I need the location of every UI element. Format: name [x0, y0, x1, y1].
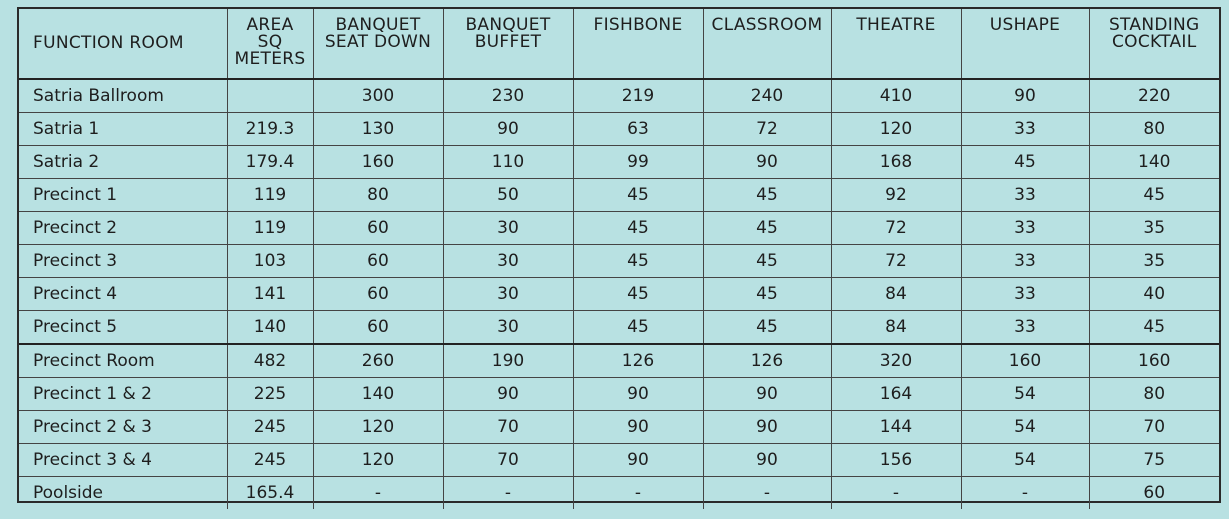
header-line: STANDING: [1108, 15, 1200, 35]
cell-room-name: Precinct 5: [19, 311, 227, 345]
cell-ushape: 33: [961, 179, 1089, 212]
cell-standing-cocktail: 220: [1089, 79, 1219, 113]
cell-room-name: Satria 1: [19, 113, 227, 146]
cell-room-name: Satria 2: [19, 146, 227, 179]
cell-banquet-buffet: 30: [443, 311, 573, 345]
header-banquet-seat-down: [313, 9, 443, 79]
cell-fishbone: -: [573, 477, 703, 510]
cell-fishbone: 90: [573, 411, 703, 444]
cell-area: 179.4: [227, 146, 313, 179]
cell-area: 140: [227, 311, 313, 345]
cell-area: 141: [227, 278, 313, 311]
header-line: AREA: [246, 15, 294, 35]
cell-fishbone: 45: [573, 278, 703, 311]
cell-fishbone: 126: [573, 344, 703, 378]
header-line: BANQUET: [465, 15, 551, 35]
cell-classroom: 126: [703, 344, 831, 378]
table-row: [19, 378, 1219, 411]
cell-room-name: Poolside: [19, 477, 227, 510]
cell-fishbone: 90: [573, 378, 703, 411]
cell-banquet-seat-down: 60: [313, 278, 443, 311]
cell-classroom: 45: [703, 212, 831, 245]
cell-banquet-buffet: 70: [443, 444, 573, 477]
cell-theatre: 84: [831, 278, 961, 311]
cell-banquet-buffet: 50: [443, 179, 573, 212]
table-row: [19, 278, 1219, 311]
cell-classroom: 90: [703, 411, 831, 444]
cell-banquet-seat-down: 60: [313, 311, 443, 345]
cell-ushape: 54: [961, 444, 1089, 477]
table-row: [19, 113, 1219, 146]
cell-ushape: 33: [961, 278, 1089, 311]
header-line: SQ: [257, 32, 283, 52]
header-line: CLASSROOM: [711, 15, 823, 35]
cell-banquet-buffet: 90: [443, 113, 573, 146]
cell-standing-cocktail: 60: [1089, 477, 1219, 510]
cell-area: 225: [227, 378, 313, 411]
cell-area: 119: [227, 212, 313, 245]
cell-ushape: 33: [961, 311, 1089, 345]
table-row: [19, 477, 1219, 510]
cell-theatre: 84: [831, 311, 961, 345]
cell-banquet-buffet: 70: [443, 411, 573, 444]
table-row: [19, 411, 1219, 444]
header-theatre: [831, 9, 961, 79]
cell-theatre: 168: [831, 146, 961, 179]
cell-fishbone: 63: [573, 113, 703, 146]
cell-banquet-buffet: 110: [443, 146, 573, 179]
cell-theatre: 72: [831, 245, 961, 278]
cell-classroom: -: [703, 477, 831, 510]
cell-fishbone: 90: [573, 444, 703, 477]
cell-banquet-seat-down: 300: [313, 79, 443, 113]
cell-ushape: -: [961, 477, 1089, 510]
cell-theatre: 164: [831, 378, 961, 411]
cell-classroom: 45: [703, 278, 831, 311]
cell-standing-cocktail: 160: [1089, 344, 1219, 378]
cell-area: 219.3: [227, 113, 313, 146]
header-line: THEATRE: [856, 15, 936, 35]
cell-area: 165.4: [227, 477, 313, 510]
cell-theatre: 156: [831, 444, 961, 477]
header-ushape: [961, 9, 1089, 79]
table-row: [19, 344, 1219, 378]
cell-room-name: Precinct 1: [19, 179, 227, 212]
cell-theatre: 92: [831, 179, 961, 212]
cell-classroom: 45: [703, 245, 831, 278]
table-row: [19, 79, 1219, 113]
cell-standing-cocktail: 75: [1089, 444, 1219, 477]
cell-banquet-seat-down: 160: [313, 146, 443, 179]
cell-banquet-buffet: 30: [443, 278, 573, 311]
cell-area: 103: [227, 245, 313, 278]
cell-banquet-seat-down: 140: [313, 378, 443, 411]
cell-banquet-buffet: 90: [443, 378, 573, 411]
table-row: [19, 212, 1219, 245]
header-line: BUFFET: [474, 32, 542, 52]
cell-classroom: 90: [703, 444, 831, 477]
header-line: METERS: [234, 49, 306, 69]
function-room-capacity-table: [19, 9, 1219, 509]
cell-theatre: -: [831, 477, 961, 510]
cell-classroom: 90: [703, 146, 831, 179]
cell-room-name: Precinct 4: [19, 278, 227, 311]
header-line: FUNCTION ROOM: [33, 33, 184, 53]
cell-banquet-seat-down: 130: [313, 113, 443, 146]
header-banquet-buffet: [443, 9, 573, 79]
cell-ushape: 33: [961, 245, 1089, 278]
cell-area: 119: [227, 179, 313, 212]
cell-room-name: Precinct 2 & 3: [19, 411, 227, 444]
cell-theatre: 144: [831, 411, 961, 444]
cell-standing-cocktail: 35: [1089, 245, 1219, 278]
header-line: FISHBONE: [593, 15, 683, 35]
cell-ushape: 160: [961, 344, 1089, 378]
table-row: [19, 444, 1219, 477]
header-area-sq-meters: [227, 9, 313, 79]
cell-banquet-buffet: 30: [443, 212, 573, 245]
cell-classroom: 72: [703, 113, 831, 146]
cell-theatre: 72: [831, 212, 961, 245]
header-function-room: [19, 9, 227, 79]
table-row: [19, 146, 1219, 179]
cell-banquet-seat-down: 60: [313, 245, 443, 278]
cell-banquet-seat-down: -: [313, 477, 443, 510]
cell-ushape: 54: [961, 378, 1089, 411]
cell-standing-cocktail: 45: [1089, 179, 1219, 212]
cell-banquet-seat-down: 260: [313, 344, 443, 378]
header-row: [19, 9, 1219, 79]
header-classroom: [703, 9, 831, 79]
cell-theatre: 320: [831, 344, 961, 378]
cell-fishbone: 45: [573, 245, 703, 278]
cell-banquet-buffet: 30: [443, 245, 573, 278]
cell-standing-cocktail: 70: [1089, 411, 1219, 444]
cell-classroom: 45: [703, 179, 831, 212]
header-line: COCKTAIL: [1111, 32, 1197, 52]
cell-room-name: Satria Ballroom: [19, 79, 227, 113]
table-row: [19, 179, 1219, 212]
cell-area: 482: [227, 344, 313, 378]
table-body: [19, 79, 1219, 509]
cell-room-name: Precinct 3 & 4: [19, 444, 227, 477]
header-fishbone: [573, 9, 703, 79]
table-row: [19, 311, 1219, 345]
cell-standing-cocktail: 35: [1089, 212, 1219, 245]
cell-standing-cocktail: 80: [1089, 113, 1219, 146]
header-line: SEAT DOWN: [324, 32, 432, 52]
cell-standing-cocktail: 40: [1089, 278, 1219, 311]
cell-room-name: Precinct 1 & 2: [19, 378, 227, 411]
cell-banquet-buffet: 190: [443, 344, 573, 378]
cell-room-name: Precinct 2: [19, 212, 227, 245]
cell-ushape: 33: [961, 113, 1089, 146]
cell-ushape: 90: [961, 79, 1089, 113]
cell-room-name: Precinct Room: [19, 344, 227, 378]
cell-banquet-buffet: 230: [443, 79, 573, 113]
cell-room-name: Precinct 3: [19, 245, 227, 278]
cell-fishbone: 45: [573, 179, 703, 212]
cell-banquet-seat-down: 80: [313, 179, 443, 212]
cell-banquet-seat-down: 60: [313, 212, 443, 245]
cell-theatre: 410: [831, 79, 961, 113]
cell-fishbone: 45: [573, 311, 703, 345]
cell-classroom: 45: [703, 311, 831, 345]
cell-standing-cocktail: 45: [1089, 311, 1219, 345]
cell-classroom: 90: [703, 378, 831, 411]
cell-classroom: 240: [703, 79, 831, 113]
header-line: BANQUET: [335, 15, 421, 35]
capacity-table-frame: [17, 7, 1221, 503]
cell-fishbone: 219: [573, 79, 703, 113]
cell-ushape: 54: [961, 411, 1089, 444]
cell-fishbone: 45: [573, 212, 703, 245]
cell-area: [227, 79, 313, 113]
cell-banquet-seat-down: 120: [313, 411, 443, 444]
cell-ushape: 33: [961, 212, 1089, 245]
cell-standing-cocktail: 80: [1089, 378, 1219, 411]
cell-banquet-buffet: -: [443, 477, 573, 510]
cell-standing-cocktail: 140: [1089, 146, 1219, 179]
cell-area: 245: [227, 411, 313, 444]
table-row: [19, 245, 1219, 278]
cell-area: 245: [227, 444, 313, 477]
header-standing-cocktail: [1089, 9, 1219, 79]
cell-ushape: 45: [961, 146, 1089, 179]
cell-fishbone: 99: [573, 146, 703, 179]
cell-theatre: 120: [831, 113, 961, 146]
header-line: USHAPE: [989, 15, 1061, 35]
cell-banquet-seat-down: 120: [313, 444, 443, 477]
